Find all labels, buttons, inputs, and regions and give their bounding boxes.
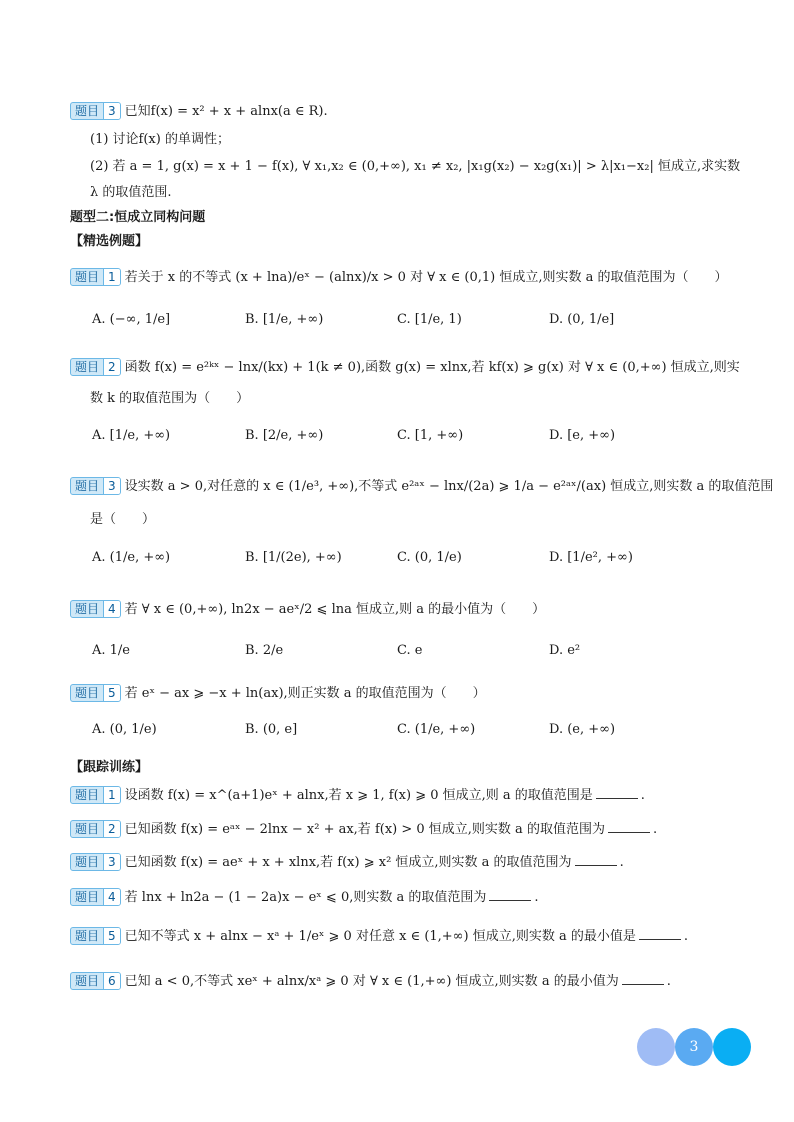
answer-blank[interactable] [608, 820, 650, 833]
intro-problem-part1: (1) 讨论f(x) 的单调性； [90, 132, 230, 147]
problem-tag: 题目 3 [70, 477, 121, 495]
intro-problem-part2: (2) 若 a = 1, g(x) = x + 1 − f(x), ∀ x₁,x₂ ∈ (0,+∞), x₁ ≠ x₂, |x₁g(x₂) − x₂g(x₁)| > λ|x₁−x₂| 恒成立,求实数 [90, 159, 741, 174]
example-3-option-a: A. (1/e, +∞) [92, 550, 171, 565]
problem-tag: 题目 3 [70, 853, 121, 871]
practice-4: 题目 4 若 lnx + ln2a − (1 − 2a)x − eˣ ⩽ 0,则实数 a 的取值范围为 . [70, 888, 539, 908]
example-2-option-d: D. [e, +∞) [549, 428, 616, 443]
example-3-stem-cont: 是（ ） [90, 512, 156, 527]
practice-2: 题目 2 已知函数 f(x) = eᵃˣ − 2lnx − x² + ax,若 f(x) > 0 恒成立,则实数 a 的取值范围为 . [70, 820, 657, 840]
practice-heading: 【跟踪训练】 [70, 760, 149, 775]
example-2-option-a: A. [1/e, +∞) [92, 428, 171, 443]
example-1-option-a: A. (−∞, 1/e] [92, 312, 171, 327]
example-4-option-c: C. e [397, 643, 423, 658]
practice-5: 题目 5 已知不等式 x + alnx − xᵃ + 1/eˣ ⩾ 0 对任意 x ∈ (1,+∞) 恒成立,则实数 a 的最小值是 . [70, 927, 688, 947]
example-5-stem: 题目 5 若 eˣ − ax ⩾ −x + ln(ax),则正实数 a 的取值范围为（ ） [70, 684, 486, 704]
problem-tag: 题目 3 [70, 102, 121, 120]
example-5-option-c: C. (1/e, +∞) [397, 722, 476, 737]
example-1-option-b: B. [1/e, +∞) [245, 312, 324, 327]
page-number: 3 [689, 1039, 699, 1055]
page-number-badge [637, 1028, 751, 1066]
problem-tag: 题目 4 [70, 888, 121, 906]
problem-tag: 题目 5 [70, 684, 121, 702]
example-2-stem: 题目 2 函数 f(x) = e²ᵏˣ − lnx/(kx) + 1(k ≠ 0),函数 g(x) = xlnx,若 kf(x) ⩾ g(x) 对 ∀ x ∈ (0,+∞) 恒成立,则实 [70, 358, 740, 378]
example-4-option-b: B. 2/e [245, 643, 284, 658]
example-5-option-a: A. (0, 1/e) [92, 722, 157, 737]
example-1-option-c: C. [1/e, 1) [397, 312, 462, 327]
decor-circle-left [637, 1028, 675, 1066]
example-4-option-a: A. 1/e [92, 643, 130, 658]
problem-tag: 题目 1 [70, 786, 121, 804]
page-number-circle [675, 1028, 713, 1066]
example-3-stem: 题目 3 设实数 a > 0,对任意的 x ∈ (1/e³, +∞),不等式 e²ᵃˣ − lnx/(2a) ⩾ 1/a − e²ᵃˣ/(ax) 恒成立,则实数 a 的取值范围 [70, 477, 773, 497]
decor-circle-right [713, 1028, 751, 1066]
answer-blank[interactable] [489, 888, 531, 901]
section-title: 题型二:恒成立同构问题 [70, 210, 206, 225]
example-3-option-c: C. (0, 1/e) [397, 550, 462, 565]
answer-blank[interactable] [622, 972, 664, 985]
example-2-stem-cont: 数 k 的取值范围为（ ） [90, 391, 250, 406]
practice-6: 题目 6 已知 a < 0,不等式 xeˣ + alnx/xᵃ ⩾ 0 对 ∀ x ∈ (1,+∞) 恒成立,则实数 a 的最小值为 . [70, 972, 671, 992]
problem-tag: 题目 2 [70, 820, 121, 838]
intro-problem-stem: 题目 3 已知f(x) = x² + x + alnx(a ∈ R). [70, 102, 328, 122]
example-2-option-b: B. [2/e, +∞) [245, 428, 324, 443]
example-3-option-b: B. [1/(2e), +∞) [245, 550, 342, 565]
example-4-stem: 题目 4 若 ∀ x ∈ (0,+∞), ln2x − aeˣ/2 ⩽ lna 恒成立,则 a 的最小值为（ ） [70, 600, 545, 620]
example-5-option-b: B. (0, e] [245, 722, 298, 737]
example-1-option-d: D. (0, 1/e] [549, 312, 615, 327]
answer-blank[interactable] [639, 927, 681, 940]
problem-tag: 题目 6 [70, 972, 121, 990]
example-4-option-d: D. e² [549, 643, 581, 658]
practice-3: 题目 3 已知函数 f(x) = aeˣ + x + xlnx,若 f(x) ⩾ x² 恒成立,则实数 a 的取值范围为 . [70, 853, 624, 873]
problem-tag: 题目 5 [70, 927, 121, 945]
problem-tag: 题目 1 [70, 268, 121, 286]
examples-heading: 【精选例题】 [70, 234, 149, 249]
problem-tag: 题目 4 [70, 600, 121, 618]
practice-1: 题目 1 设函数 f(x) = x^(a+1)eˣ + alnx,若 x ⩾ 1, f(x) ⩾ 0 恒成立,则 a 的取值范围是 . [70, 786, 645, 806]
problem-tag: 题目 2 [70, 358, 121, 376]
answer-blank[interactable] [596, 786, 638, 799]
example-2-option-c: C. [1, +∞) [397, 428, 464, 443]
answer-blank[interactable] [575, 853, 617, 866]
example-1-stem: 题目 1 若关于 x 的不等式 (x + lna)/eˣ − (alnx)/x > 0 对 ∀ x ∈ (0,1) 恒成立,则实数 a 的取值范围为（ ） [70, 268, 728, 288]
example-3-option-d: D. [1/e², +∞) [549, 550, 633, 565]
intro-problem-part2b: λ 的取值范围. [90, 185, 172, 200]
example-5-option-d: D. (e, +∞) [549, 722, 616, 737]
